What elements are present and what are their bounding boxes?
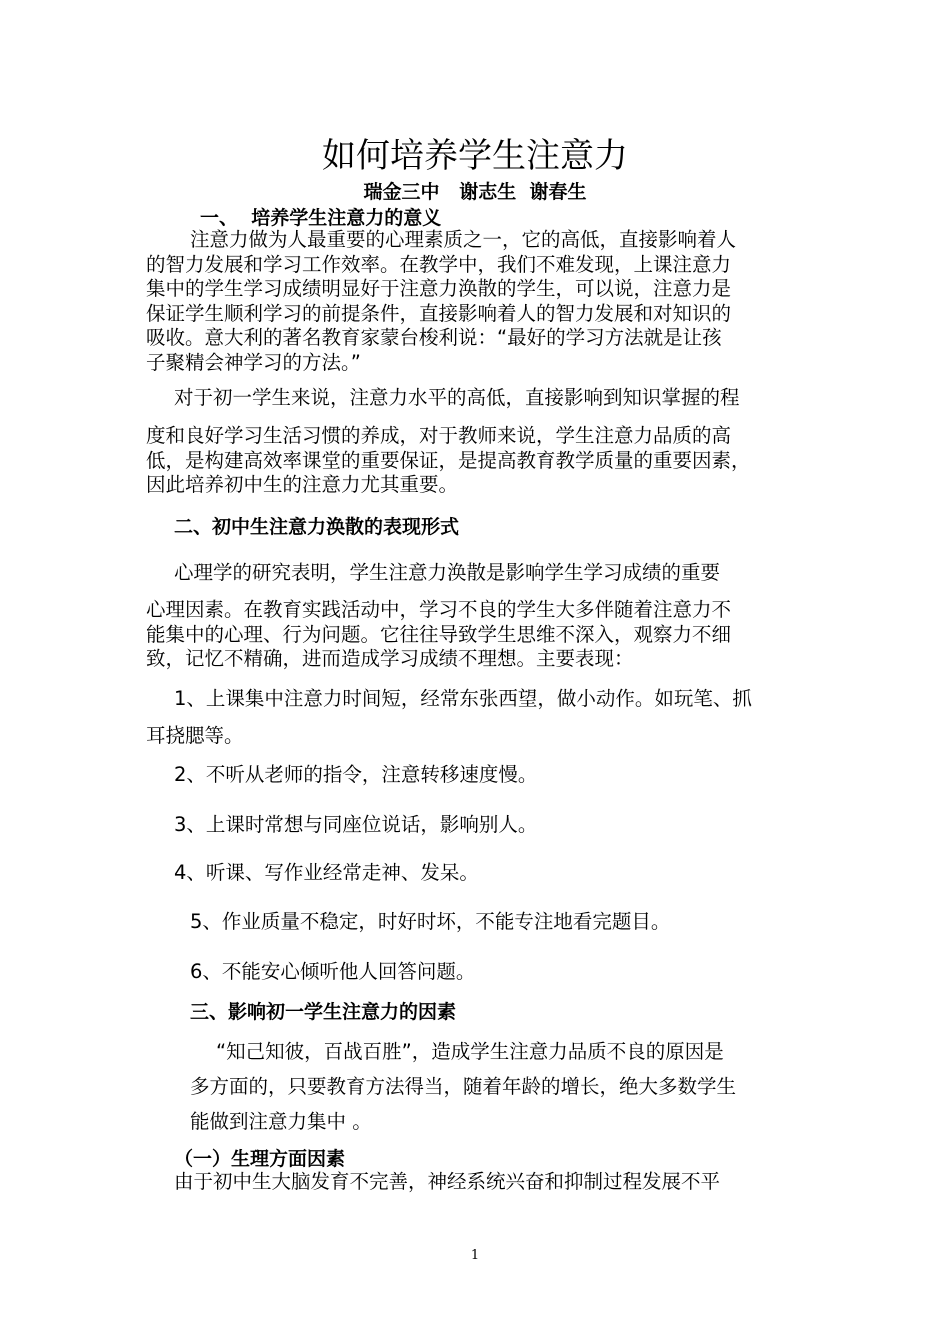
paragraph-factors [190, 1034, 820, 1139]
page-number: 1 [470, 1248, 480, 1263]
paragraph-line: 注意力做为人最重要的心理素质之一，它的高低，直接影响着人 [190, 228, 737, 251]
paragraph-line: 保证学生顺利学习的前提条件，直接影响着人的智力发展和对知识的 [146, 301, 732, 325]
list-item: 3、上课时常想与同座位说话，影响别人。 [174, 813, 538, 836]
subsection-heading: （一）生理方面因素 [174, 1148, 346, 1170]
paragraph-grade-one [146, 424, 826, 498]
paragraph-line: 的智力发展和学习工作效率。在教学中，我们不难发现，上课注意力 [146, 252, 732, 276]
paragraph-line: 由于初中生大脑发育不完善，神经系统兴奋和抑制过程发展不平 [174, 1170, 721, 1193]
paragraph-line: “知己知彼，百战百胜”，造成学生注意力品质不良的原因是 [216, 1040, 724, 1063]
paragraph-line: 能集中的心理、行为问题。它往往导致学生思维不深入，观察力不细 [146, 622, 732, 646]
list-item: 6、不能安心倾听他人回答问题。 [190, 960, 476, 983]
paragraph-line: 低，是构建高效率课堂的重要保证，是提高教育教学质量的重要因素， [146, 448, 751, 472]
section-heading-1: 一、 培养学生注意力的意义 [200, 207, 442, 229]
paragraph-line: 对于初一学生来说，注意力水平的高低，直接影响到知识掌握的程 [174, 386, 740, 409]
section-heading-2: 二、初中生注意力涣散的表现形式 [174, 516, 460, 538]
list-item: 4、听课、写作业经常走神、发呆。 [174, 861, 479, 884]
paragraph-line: 多方面的，只要教育方法得当，随着年龄的增长，绝大多数学生 [190, 1075, 737, 1098]
list-item-continuation: 耳挠腮等。 [146, 724, 244, 747]
paragraph-line: 子聚精会神学习的方法。” [146, 350, 361, 374]
paragraph-line: 吸收。意大利的著名教育家蒙台梭利说：“最好的学习方法就是让孩 [146, 326, 722, 350]
paragraph-line: 能做到注意力集中 。 [190, 1110, 372, 1133]
paragraph-line: 心理学的研究表明，学生注意力涣散是影响学生学习成绩的重要 [174, 561, 721, 584]
list-item: 1、上课集中注意力时间短，经常东张西望，做小动作。如玩笔、抓 [174, 687, 752, 710]
paragraph-line: 集中的学生学习成绩明显好于注意力涣散的学生，可以说，注意力是 [146, 277, 732, 301]
paragraph-line: 致，记忆不精确，进而造成学习成绩不理想。主要表现： [146, 647, 634, 671]
list-item: 5、作业质量不稳定，时好时坏，不能专注地看完题目。 [190, 910, 671, 933]
paragraph-line: 度和良好学习生活习惯的养成，对于教师来说，学生注意力品质的高 [146, 424, 732, 447]
document-title: 如何培养学生注意力 [322, 136, 628, 176]
author-line: 瑞金三中 谢志生 谢春生 [363, 181, 587, 203]
paragraph-line: 心理因素。在教育实践活动中，学习不良的学生大多伴随着注意力不 [146, 598, 732, 621]
list-item: 2、不听从老师的指令，注意转移速度慢。 [174, 763, 538, 786]
section-heading-3: 三、影响初一学生注意力的因素 [190, 1001, 457, 1023]
paragraph-significance [146, 228, 816, 376]
paragraph-line: 因此培养初中生的注意力尤其重要。 [146, 473, 459, 497]
paragraph-psychology [146, 598, 816, 672]
